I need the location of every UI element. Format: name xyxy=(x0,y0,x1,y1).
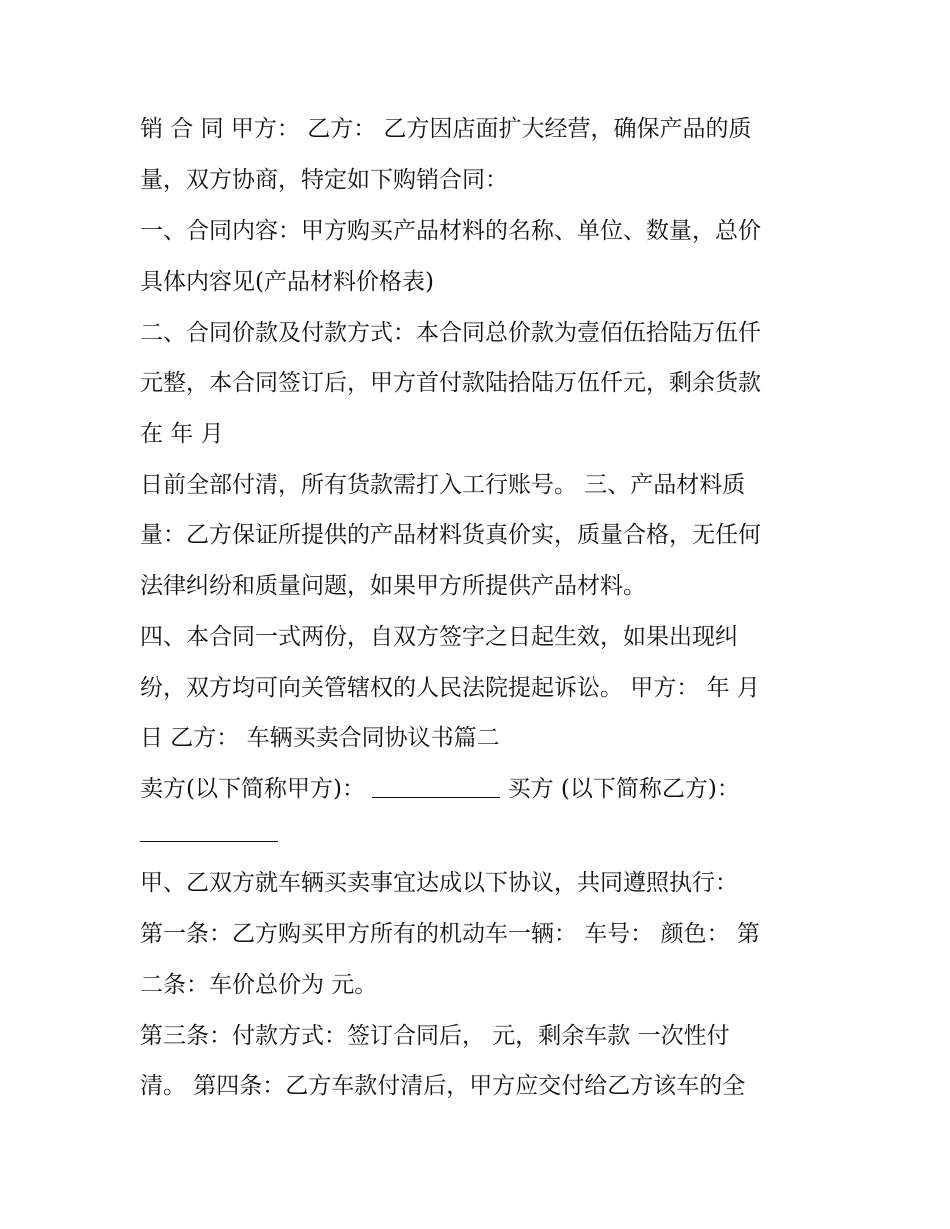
text-line: 一、合同内容：甲方购买产品材料的名称、单位、数量，总价 xyxy=(140,218,761,244)
text-line: 销 合 同 甲方： 乙方： 乙方因店面扩大经营，确保产品的质 xyxy=(140,116,752,142)
text-line: 清。 第四条：乙方车款付清后，甲方应交付给乙方该车的全 xyxy=(140,1073,746,1099)
text-line: 法律纠纷和质量问题，如果甲方所提供产品材料。 xyxy=(140,573,646,599)
text-line: 量，双方协商，特定如下购销合同： xyxy=(140,167,508,193)
seller-name-blank xyxy=(372,775,500,798)
text-line: 日前全部付清，所有货款需打入工行账号。 三、产品材料质 xyxy=(140,472,746,498)
text-line: 二条：车价总价为 元。 xyxy=(140,972,378,998)
buyer-label: 买方 (以下简称乙方)： xyxy=(507,776,740,802)
text-line: 第三条：付款方式：签订合同后， 元，剩余车款 一次性付 xyxy=(140,1023,730,1049)
text-line: 在 年 月 xyxy=(140,421,224,447)
text-line: 日 乙方： 车辆买卖合同协议书篇二 xyxy=(140,725,500,751)
text-line: 四、本合同一式两份，自双方签字之日起生效，如果出现纠 xyxy=(140,624,738,650)
parties-line xyxy=(140,774,740,804)
text-line: 甲、乙双方就车辆买卖事宜达成以下协议，共同遵照执行： xyxy=(140,870,738,896)
buyer-name-line xyxy=(140,818,278,848)
text-line: 第一条：乙方购买甲方所有的机动车一辆： 车号： 颜色： 第 xyxy=(140,921,760,947)
text-line: 具体内容见(产品材料价格表) xyxy=(140,269,434,295)
text-line: 量：乙方保证所提供的产品材料货真价实，质量合格，无任何 xyxy=(140,522,761,548)
text-line: 二、合同价款及付款方式：本合同总价款为壹佰伍拾陆万伍仟 xyxy=(140,320,761,346)
seller-label: 卖方(以下简称甲方)： xyxy=(140,776,365,802)
text-line: 元整，本合同签订后，甲方首付款陆拾陆万伍仟元，剩余货款 xyxy=(140,370,761,396)
buyer-name-blank xyxy=(140,819,278,842)
text-line: 纷，双方均可向关管辖权的人民法院提起诉讼。 甲方： 年 月 xyxy=(140,675,760,701)
